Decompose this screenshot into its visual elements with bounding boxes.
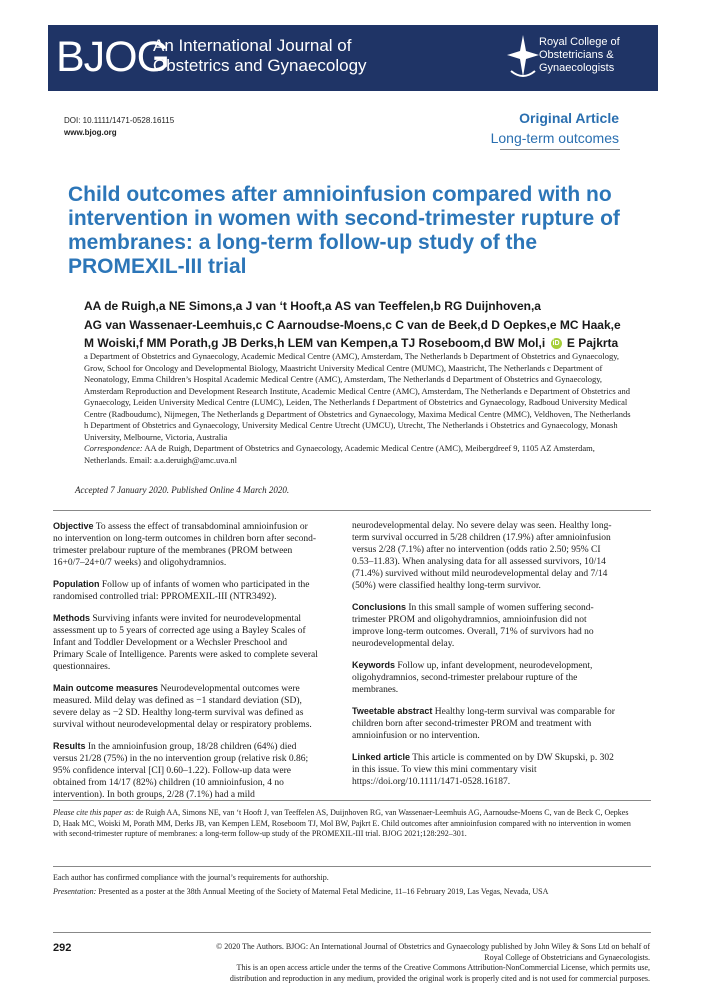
journal-website[interactable]: www.bjog.org [64, 128, 117, 137]
abstract-results-cont: neurodevelopmental delay. No severe delay was seen. Healthy long-term survival occurred in 5/28 children (17.9%) after amnioinfusion versus 2/28 (7.1%) after no intervention (odds ratio 2.50; 95% CI 0.53–11.83). When analysing data for all assessed survivors, 10/14 (71.4%) survived without mild neurodevelopmental delay and 7/14 (50%) were classified healthy long-term survivor. [352, 521, 612, 591]
abstract-methods: Methods Surviving infants were invited for neurodevelopmental assessment up to 5 years of corrected age using a Bayley Scales of Infant and Toddler Development or a Wechsler Preschool and Primary Scale of Intelligence. Parents were asked to complete several questionnaires. [53, 613, 318, 672]
article-title: Child outcomes after amnioinfusion compared with no intervention in women with second-trimester rupture of membranes: a long-term follow-up study of the PROMEXIL-III trial [68, 183, 620, 278]
rcog-logo [503, 31, 653, 87]
orcid-icon[interactable]: iD [552, 340, 560, 348]
abstract-objective: Objective To assess the effect of transabdominal amnioinfusion or no intervention on long-term outcomes in children born after second-trimester prelabour rupture of the membranes (PROM between 16+0/7–24+0/7 weeks) and oligohydramnios. [53, 521, 317, 568]
abstract-outcome-measures: Main outcome measures Neurodevelopmental outcomes were measured. Mild delay was defined as −1 standard deviation (SD), severe delay as −2 SD. Healthy long-term survival was defined as survival without neurodevelopmental delay or respiratory problems. [53, 683, 312, 730]
header-rule [500, 149, 620, 150]
abstract-left-column [53, 520, 318, 810]
abstract-tweetable: Tweetable abstract Healthy long-term survival was comparable for children born after second-trimester PROM and treatment with amnioinfusion or no intervention. [352, 706, 615, 741]
copyright-notice: © 2020 The Authors. BJOG: An International Journal of Obstetrics and Gynaecology published by John Wiley & Sons Ltd on behalf of Royal College of Obstetricians and Gynaecologists. This is an open access article under the terms of the Creative Commons Attribution-NonCommercial License, which permits use, distribution and reproduction in any medium, provided the original work is properly cited and is not used for commercial purposes. [216, 942, 650, 983]
footer-rule [53, 932, 651, 933]
abstract-conclusions: Conclusions In this small sample of women suffering second-trimester PROM and oligohydramnios, amnioinfusion did not improve long-term outcomes. Overall, 71% of survivors had no neurodevelopmental delay. [352, 602, 594, 649]
affiliations: a Department of Obstetrics and Gynaecology, Academic Medical Centre (AMC), Amsterdam, The Netherlands b Department of Obstetrics and Gynaecology, Grow, School for Oncology and Developmental Biology, Maastricht University Medical Centre (MUMC), Maastricht, The Netherlands c Department of Neonatology, Emma Children’s Hospital Academic Medical Centre (AMC), Amsterdam, The Netherlands d Department of Obstetrics and Gynaecology, Amsterdam Reproduction and Development Research Institute, Academic Medical Centre (AMC), Amsterdam, The Netherlands e Department of Obstetrics and Gynaecology, Leiden University Medical Centre (LUMC), Leiden, The Netherlands f Department of Obstetrics and Gynaecology, Radboud University Medical Centre (Radboudumc), Nijmegen, The Netherlands g Department of Obstetrics and Gynaecology, Maxima Medical Centre (MMC), Veldhoven, The Netherlands h Department of Obstetrics and Gynaecology, University Medical Centre Utrecht (UMCU), Utrecht, The Netherlands i Obstetrics and Gynaecology, Monash University, Melbourne, Victoria, Australia Correspondence: AA de Ruigh, Department of Obstetrics and Gynaecology, Academic Medical Centre (AMC), Meibergdreef 9, 1105 AZ Amsterdam, Netherlands. Email: a.a.deruigh@amc.uva.nl [84, 351, 631, 465]
doi-text: DOI: 10.1111/1471-0528.16115 [64, 116, 175, 125]
abstract-population: Population Follow up of infants of women who participated in the randomised controlled trial: PPROMEXIL-III (NTR3492). [53, 579, 310, 602]
page-number: 292 [53, 942, 72, 954]
article-type: Original Article [519, 110, 619, 126]
article-type-block [491, 108, 619, 148]
rcog-star-icon [503, 31, 543, 83]
journal-name: An International Journal of Obstetrics and Gynaecology [153, 36, 367, 75]
correspondence: AA de Ruigh, Department of Obstetrics and Gynaecology, Academic Medical Centre (AMC), Meibergdreef 9, 1105 AZ Amsterdam, Netherlands. Email: a.a.deruigh@amc.uva.nl [84, 443, 595, 465]
citation-rule [53, 866, 651, 867]
abstract-right-column [352, 520, 617, 797]
abstract-linked-article: Linked article This article is commented on by DW Skupski, p. 302 in this issue. To view this mini commentary visit https://doi.org/10.1111/1471-0528.16187. [352, 752, 614, 787]
rcog-name: Royal College of Obstetricians & Gynaecologists [539, 36, 620, 74]
accepted-date: Accepted 7 January 2020. Published Online 4 March 2020. [75, 485, 290, 495]
citation: Please cite this paper as: de Ruigh AA, Simons NE, van ‘t Hooft J, van Teeffelen AS, Duijnhoven RG, van Wassenaer-Leemhuis AG, Aarnoudse-Moens C, van de Beck C, Oepkes D, Haak MC, Woiski M, Porath MM, Derks JB, van Kempen LEM, Roseboom TJ, Mol BW, Pajkrt E. Child outcomes after amnioinfusion compared with no intervention in women with second-trimester rupture of membranes: a long-term follow-up study of the PROMEXIL-III trial. BJOG 2021;128:292–301. [53, 808, 631, 838]
abstract-results: Results In the amnioinfusion group, 18/28 children (64%) died versus 21/28 (75%) in the no intervention group (relative risk 0.86; 95% confidence interval [CI] 0.60–1.22). Follow-up data were obtained from 14/17 (82%) children (10 amnioinfusion, 4 no intervention). In both groups, 2/28 (7.1%) had a mild [53, 741, 309, 800]
abstract-bottom-rule [53, 800, 651, 801]
journal-banner [48, 25, 658, 91]
article-subject: Long-term outcomes [490, 130, 619, 146]
authorship-compliance: Each author has confirmed compliance with the journal’s requirements for authorship. [53, 873, 329, 882]
author-list: AA de Ruigh,a NE Simons,a J van ‘t Hooft,a AS van Teeffelen,b RG Duijnhoven,a AG van Wassenaer-Leemhuis,c C Aarnoudse-Moens,c C van de Beek,d D Oepkes,e MC Haak,e M Woiski,f MM Porath,g JB Derks,h LEM van Kempen,a TJ Roseboom,d BW Mol,i iD E Pajkrta [84, 299, 621, 350]
bjog-logo: BJOG [56, 33, 170, 81]
abstract-keywords: Keywords Follow up, infant development, neurodevelopment, oligohydramnios, second-trimester prelabour rupture of the membranes. [352, 660, 593, 695]
abstract-top-rule [53, 510, 651, 511]
presentation-note: Presentation: Presented as a poster at the 38th Annual Meeting of the Society of Maternal Fetal Medicine, 11–16 February 2019, Las Vegas, Nevada, USA [53, 887, 549, 896]
doi-block [64, 115, 174, 139]
